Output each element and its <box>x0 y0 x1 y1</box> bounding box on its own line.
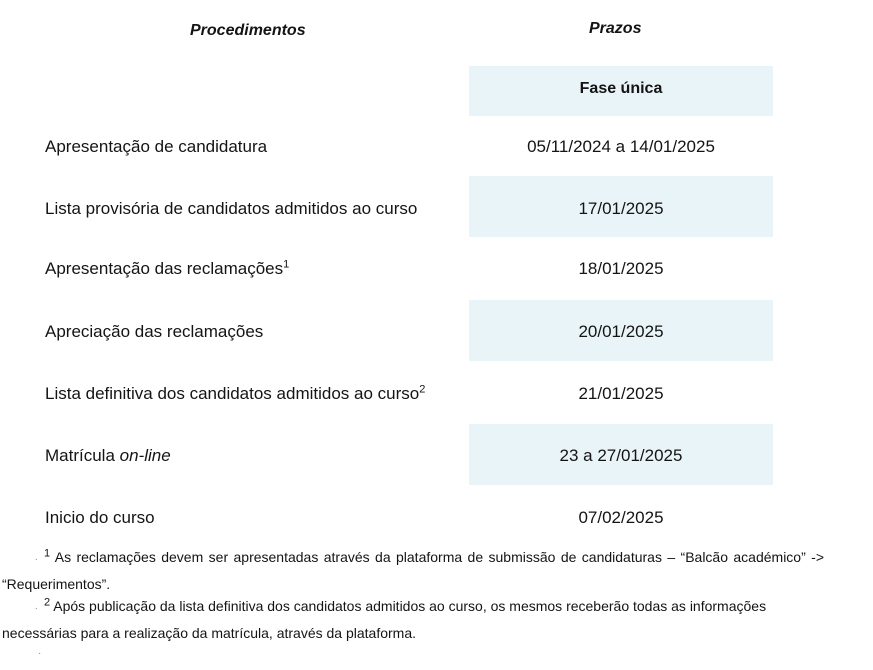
footnote-1 <box>2 545 824 596</box>
table-row <box>0 322 873 346</box>
procedure-label: Lista provisória de candidatos admitidos ao curso <box>45 199 418 218</box>
footnote-bullet: · <box>34 554 38 565</box>
deadline-date: 18/01/2025 <box>578 259 664 278</box>
footnote-bullet: · <box>34 603 38 614</box>
header-prazos: Prazos <box>589 20 642 37</box>
deadline-date: 20/01/2025 <box>578 322 664 341</box>
fase-unica-label: Fase única <box>579 80 663 97</box>
deadline-date: 23 a 27/01/2025 <box>559 446 683 465</box>
header-procedimentos: Procedimentos <box>190 22 306 39</box>
table-row <box>0 199 873 223</box>
procedure-label: Apresentação de candidatura <box>45 137 268 156</box>
table-row <box>0 508 873 532</box>
procedure-label: Apreciação das reclamações <box>45 322 264 341</box>
table-row <box>0 446 873 470</box>
deadline-date: 05/11/2024 a 14/01/2025 <box>527 137 715 156</box>
deadline-date: 07/02/2025 <box>578 508 664 527</box>
footnote-number: 2 <box>44 596 51 609</box>
footnote-ref-2: 2 <box>419 383 426 396</box>
table-row <box>0 384 873 408</box>
deadline-date: 17/01/2025 <box>578 199 664 218</box>
footnote-number: 1 <box>44 547 51 560</box>
table-row <box>0 137 873 161</box>
procedure-label: Apresentação das reclamações$^1$ <box>45 258 290 278</box>
stray-mark: · <box>38 648 42 659</box>
deadline-date: 21/01/2025 <box>578 384 664 403</box>
procedure-label: Inicio do curso <box>45 508 155 527</box>
online-italic-text: on-line <box>119 446 171 465</box>
footnote-text: Após publicação da lista definitiva dos candidatos admitidos ao curso, os mesmos receberão todas as informações necessárias para a realização da matrícula, através da plataforma. <box>2 598 767 641</box>
procedure-label: Lista definitiva dos candidatos admitidos ao curso$^2$ <box>45 383 426 403</box>
footnote-text: As reclamações devem ser apresentadas através da plataforma de submissão de candidaturas – “Balcão académico” -> “Requerimentos”. <box>2 549 824 592</box>
procedure-label: Matrícula on-line <box>45 446 171 465</box>
footnote-2 <box>2 594 824 645</box>
table-row <box>0 259 873 283</box>
footnote-ref-1: 1 <box>283 258 290 271</box>
